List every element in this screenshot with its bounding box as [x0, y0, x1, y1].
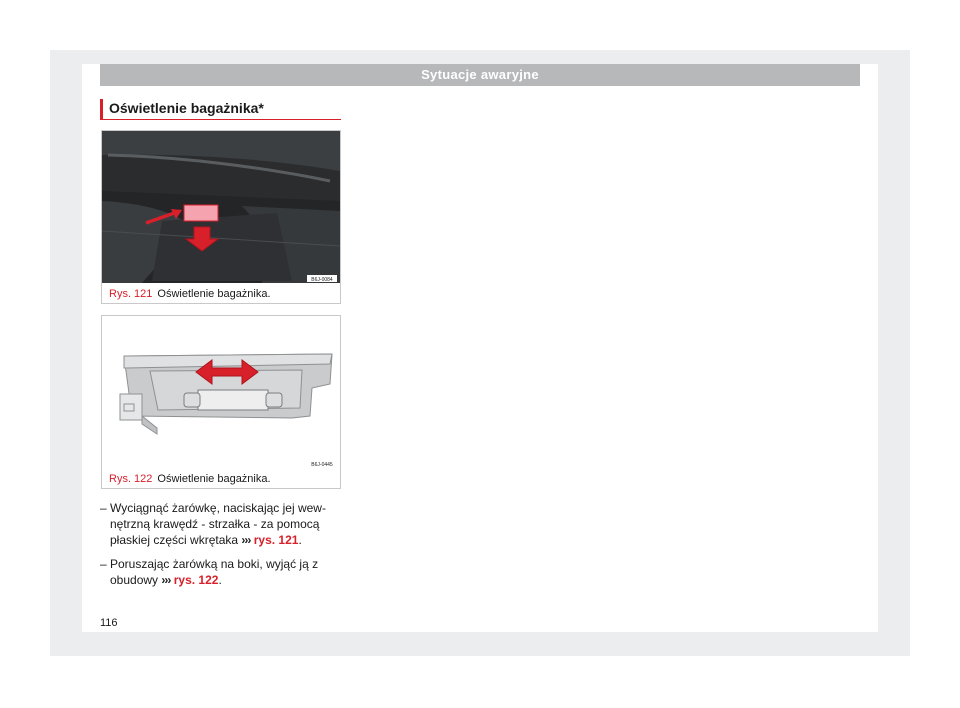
step-1-end: .	[298, 533, 302, 547]
figure-121-caption-text: Oświetlenie bagażnika.	[157, 288, 271, 300]
step-bullet: –	[100, 557, 107, 571]
figure-121-code: B6J-0084	[311, 277, 333, 283]
figure-reference-link[interactable]: rys. 122	[173, 573, 219, 587]
figure-121-caption	[109, 288, 271, 300]
figure-122-caption-text: Oświetlenie bagażnika.	[157, 473, 271, 485]
chapter-header: Sytuacje awaryjne	[100, 64, 860, 86]
step-1-text: Wyciągnąć żarówkę, naciskając jej wew-nętrzną krawędź - strzałka - za pomocą płaskiej części wkrętaka	[110, 501, 326, 547]
figure-122-caption	[109, 473, 271, 485]
figure-121-label: Rys. 121	[109, 288, 153, 300]
step-2-text: Poruszając żarówką na boki, wyjąć ją z obudowy	[110, 557, 319, 587]
figure-122-label: Rys. 122	[109, 473, 153, 485]
step-2-end: .	[218, 573, 222, 587]
step-2	[100, 556, 350, 588]
step-1	[100, 500, 350, 548]
section-title	[100, 99, 341, 120]
lamp-housing-illustration	[102, 316, 340, 468]
figure-121	[101, 130, 341, 304]
page-number: 116	[100, 617, 118, 629]
reference-arrow-icon: ›››	[161, 573, 171, 587]
instruction-steps	[100, 500, 350, 596]
section-title-text: Oświetlenie bagażnika*	[109, 100, 264, 116]
figure-122	[101, 315, 341, 489]
figure-122-code: B6J-0445	[311, 462, 333, 468]
reference-arrow-icon: ›››	[241, 533, 251, 547]
step-bullet: –	[100, 501, 107, 515]
figure-reference-link[interactable]: rys. 121	[253, 533, 299, 547]
trunk-light-illustration	[102, 131, 340, 283]
